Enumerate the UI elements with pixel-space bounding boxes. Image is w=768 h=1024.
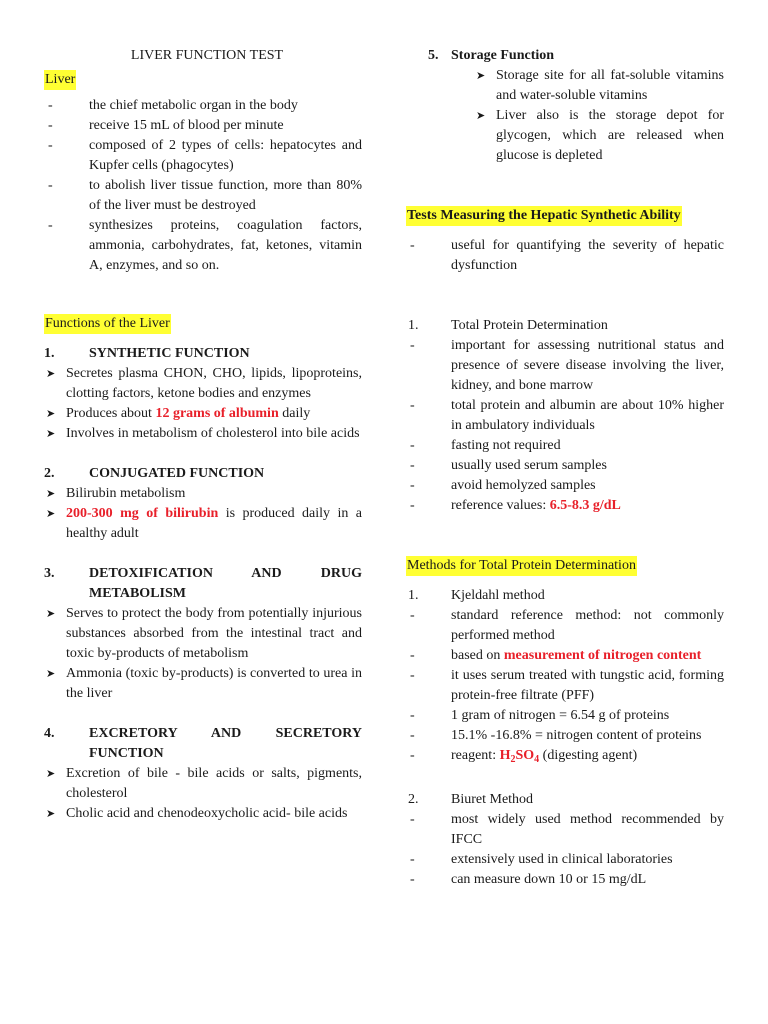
- formula-subscript: 2: [510, 754, 516, 765]
- text-run: is produced daily in a healthy adult: [66, 506, 363, 541]
- list-item: - 15.1% -16.8% = nitrogen content of proteins: [406, 726, 724, 746]
- text-run: reference values:: [451, 498, 550, 513]
- item-number: 3.: [44, 566, 55, 581]
- list-item: - important for assessing nutritional status and presence of severe disease involving the liver, kidney, and bone marrow: [406, 336, 724, 396]
- section-title: EXCRETORY AND SECRETORY FUNCTION: [89, 726, 362, 761]
- list-item: - usually used serum samples: [406, 456, 724, 476]
- functions-heading: Functions of the Liver: [44, 314, 171, 334]
- biuret-list: [406, 810, 724, 890]
- text-run: daily: [278, 406, 311, 421]
- emphasis-text: measurement of nitrogen content: [503, 648, 702, 663]
- list-item: - total protein and albumin are about 10% higher in ambulatory individuals: [406, 396, 724, 436]
- kjeldahl-heading: [406, 586, 724, 606]
- item-number: 1.: [44, 346, 55, 361]
- list-item: ➤ Excretion of bile - bile acids or salts, pigments, cholesterol: [44, 764, 362, 804]
- conjugated-function-list: [44, 484, 362, 544]
- methods-heading: Methods for Total Protein Determination: [406, 556, 637, 576]
- item-number: 2.: [44, 466, 55, 481]
- emphasis-text: 200-300 mg of bilirubin: [66, 506, 219, 521]
- synthetic-function-list: [44, 364, 362, 444]
- section-title: Kjeldahl method: [451, 588, 545, 603]
- formula-part: H: [499, 748, 511, 763]
- list-item: ➤ Ammonia (toxic by-products) is converted to urea in the liver: [44, 664, 362, 704]
- section-title: DETOXIFICATION AND DRUG METABOLISM: [89, 566, 362, 601]
- text-run: (digesting agent): [539, 748, 638, 763]
- item-number: 5.: [428, 48, 439, 63]
- item-number: 4.: [44, 726, 55, 741]
- list-item: ➤ Involves in metabolism of cholesterol into bile acids: [44, 424, 362, 444]
- storage-function-heading: [406, 46, 724, 66]
- liver-heading: Liver: [44, 70, 76, 90]
- list-item: - useful for quantifying the severity of hepatic dysfunction: [406, 236, 724, 276]
- list-item: ➤ Liver also is the storage depot for glycogen, which are released when glucose is depleted: [474, 106, 724, 166]
- section-title: SYNTHETIC FUNCTION: [89, 346, 250, 361]
- list-item: ➤ Cholic acid and chenodeoxycholic acid- bile acids: [44, 804, 362, 824]
- formula-part: SO: [515, 748, 535, 763]
- excretory-heading: [44, 724, 362, 764]
- item-number: 2.: [408, 792, 419, 807]
- list-item: - to abolish liver tissue function, more than 80% of the liver must be destroyed: [44, 176, 362, 216]
- list-item: - receive 15 mL of blood per minute: [44, 116, 362, 136]
- list-item: [44, 504, 362, 544]
- tests-heading-wrap: [406, 206, 724, 226]
- list-item: - most widely used method recommended by IFCC: [406, 810, 724, 850]
- kjeldahl-list: [406, 606, 724, 770]
- list-item: [406, 746, 724, 770]
- list-item: ➤ Storage site for all fat-soluble vitamins and water-soluble vitamins: [474, 66, 724, 106]
- list-item: - fasting not required: [406, 436, 724, 456]
- list-item: - can measure down 10 or 15 mg/dL: [406, 870, 724, 890]
- text-run: based on: [451, 648, 504, 663]
- list-item: ➤ Bilirubin metabolism: [44, 484, 362, 504]
- list-item: ➤ Serves to protect the body from potentially injurious substances absorbed from the intestinal tract and toxic by-products of metabolism: [44, 604, 362, 664]
- item-number: 1.: [408, 318, 419, 333]
- list-item: - composed of 2 types of cells: hepatocytes and Kupfer cells (phagocytes): [44, 136, 362, 176]
- tests-points-list: [406, 236, 724, 276]
- formula-subscript: 4: [534, 754, 540, 765]
- storage-function-list: [474, 66, 724, 166]
- left-column: [44, 46, 362, 824]
- section-title: Total Protein Determination: [451, 318, 608, 333]
- list-item: - standard reference method: not commonly performed method: [406, 606, 724, 646]
- list-item: - avoid hemolyzed samples: [406, 476, 724, 496]
- detoxification-list: [44, 604, 362, 704]
- methods-heading-wrap: [406, 556, 724, 576]
- excretory-list: [44, 764, 362, 824]
- right-column: [406, 46, 724, 890]
- total-protein-list: [406, 336, 724, 516]
- reagent-formula: [500, 748, 540, 763]
- reference-value: 6.5-8.3 g/dL: [549, 498, 621, 513]
- text-run: Produces about: [66, 406, 156, 421]
- list-item: - the chief metabolic organ in the body: [44, 96, 362, 116]
- tests-heading: Tests Measuring the Hepatic Synthetic Ability: [406, 206, 682, 226]
- liver-points-list: [44, 96, 362, 276]
- list-item: [406, 646, 724, 666]
- section-title: Storage Function: [451, 48, 555, 63]
- list-item: - extensively used in clinical laboratories: [406, 850, 724, 870]
- list-item: - it uses serum treated with tungstic acid, forming protein-free filtrate (PFF): [406, 666, 724, 706]
- functions-heading-wrap: [44, 314, 362, 334]
- conjugated-function-heading: [44, 464, 362, 484]
- total-protein-heading: [406, 316, 724, 336]
- list-item: [406, 496, 724, 516]
- text-run: reagent:: [451, 748, 500, 763]
- list-item: ➤ Secretes plasma CHON, CHO, lipids, lipoproteins, clotting factors, ketone bodies and enzymes: [44, 364, 362, 404]
- list-item: - 1 gram of nitrogen = 6.54 g of proteins: [406, 706, 724, 726]
- detoxification-heading: [44, 564, 362, 604]
- biuret-heading: [406, 790, 724, 810]
- liver-heading-wrap: [44, 70, 362, 90]
- section-title: Biuret Method: [451, 792, 534, 807]
- item-number: 1.: [408, 588, 419, 603]
- document-title: LIVER FUNCTION TEST: [130, 48, 284, 63]
- section-title: CONJUGATED FUNCTION: [89, 466, 265, 481]
- list-item: [44, 404, 362, 424]
- emphasis-text: 12 grams of albumin: [155, 406, 279, 421]
- synthetic-function-heading: [44, 344, 362, 364]
- list-item: - synthesizes proteins, coagulation factors, ammonia, carbohydrates, fat, ketones, vitamin A, enzymes, and so on.: [44, 216, 362, 276]
